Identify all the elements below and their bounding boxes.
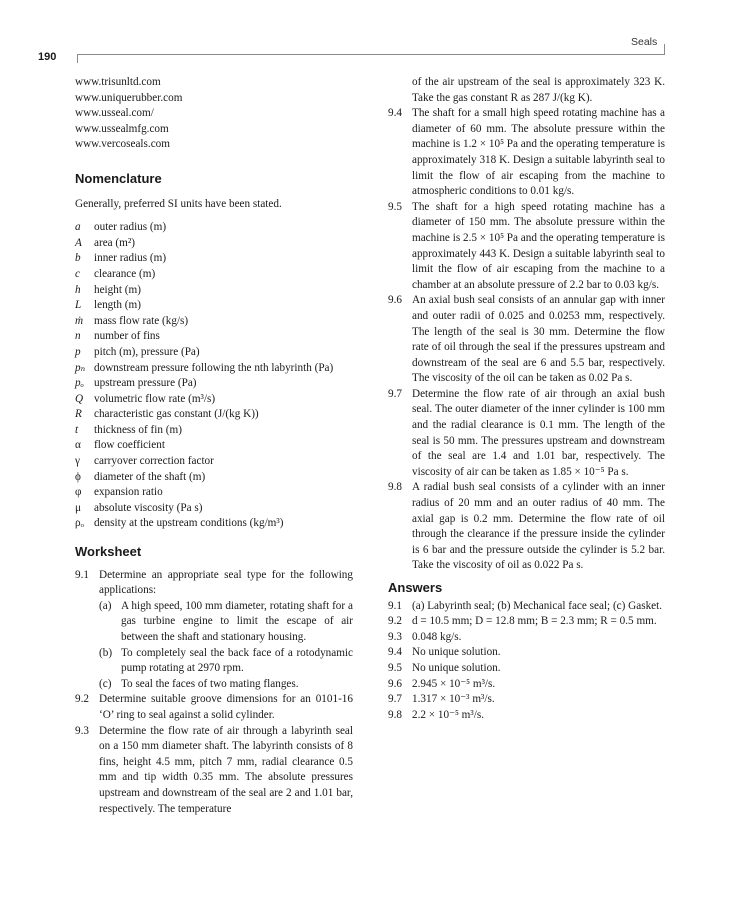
question-item [75,692,353,723]
nomenclature-symbol: h [75,283,81,296]
url-link[interactable]: www.usseal.com/ [75,107,154,120]
nomenclature-item [75,423,353,439]
nomenclature-desc: absolute viscosity (Pa s) [94,501,203,514]
nomenclature-desc: number of fins [94,330,160,343]
nomenclature-item [75,407,353,423]
page-number: 190 [38,51,57,63]
question-text: Determine suitable groove dimensions for an 0101-16 ‘O’ ring to seal against a solid cylinder. [99,693,353,721]
nomenclature-desc: height (m) [94,283,141,296]
nomenclature-desc: mass flow rate (kg/s) [94,314,189,327]
sub-question [99,677,353,693]
url-link[interactable]: www.uniquerubber.com [75,91,183,104]
answer-number: 9.2 [388,615,402,628]
nomenclature-symbol: φ [75,486,82,499]
answer-item [388,645,665,661]
answers-heading: Answers [388,580,443,595]
nomenclature-symbol: α [75,439,81,452]
nomenclature-symbol: p [75,345,81,358]
nomenclature-intro: Generally, preferred SI units have been stated. [75,197,282,210]
question-item [75,724,353,818]
answer-text: No unique solution. [412,646,501,659]
nomenclature-desc: carryover correction factor [94,455,214,468]
url-link[interactable]: www.vercoseals.com [75,138,170,151]
nomenclature-desc: expansion ratio [94,486,163,499]
nomenclature-item [75,329,353,345]
nomenclature-symbol: pₒ [75,377,84,390]
question-continuation: of the air upstream of the seal is approximately 323 K. Take the gas constant R as 287 J/(kg K). [412,76,665,104]
nomenclature-symbol: Q [75,392,84,405]
answer-text: 2.945 × 10⁻⁵ m³/s. [412,677,496,690]
sub-question-label: (a) [99,599,112,612]
nomenclature-desc: outer radius (m) [94,221,167,234]
nomenclature-desc: downstream pressure following the nth labyrinth (Pa) [94,361,334,374]
question-text: Determine the flow rate of air through a labyrinth seal on a 150 mm diameter shaft. The labyrinth consists of 8 fins, height 4.5 mm, pitch 7 mm, radial clearance 0.5 mm and tip width 0.35 mm. The absolute pressures upstream and downstream of the seal are 2 and 1.01 bar, respectively. The temperature [99,724,353,815]
nomenclature-item [75,267,353,283]
answer-text: 1.317 × 10⁻³ m³/s. [412,693,495,706]
nomenclature-item [75,345,353,361]
url-link[interactable]: www.trisunltd.com [75,76,161,88]
question-item [388,387,665,481]
nomenclature-symbol: R [75,408,82,421]
nomenclature-desc: area (m²) [94,236,135,249]
question-text: Determine the flow rate of air through an axial bush seal. The outer diameter of the inner cylinder is 100 mm and the radial clearance is 0.1 mm. The length of the seal is 50 mm. The pressures upstream and downstream of the seal are 1.4 and 1.01 bar, respectively. The viscosity of air can be taken as 1.85 × 10⁻⁵ Pa s. [412,387,665,478]
answer-text: d = 10.5 mm; D = 12.8 mm; B = 2.3 mm; R = 0.5 mm. [412,615,657,628]
nomenclature-item [75,392,353,408]
question-number: 9.3 [75,724,89,737]
question-text: An axial bush seal consists of an annular gap with inner and outer radii of 0.025 and 0.0253 mm, respectively. The length of the seal is 30 mm. Determine the flow rate of oil through the seal if the pressures upstream and downstream of the seal are 6 and 5.5 bar, respectively. The viscosity of the oil can be taken as 0.02 Pa s. [412,294,665,385]
nomenclature-symbol: ϕ [75,470,81,483]
worksheet-heading: Worksheet [75,544,142,560]
nomenclature-item [75,501,353,517]
nomenclature-desc: volumetric flow rate (m³/s) [94,392,216,405]
header-tick-right [664,44,665,55]
nomenclature-item [75,454,353,470]
nomenclature-heading: Nomenclature [75,170,162,186]
nomenclature-symbol: L [75,299,82,312]
url-list [75,75,353,153]
answer-item [388,599,665,615]
sub-question [99,646,353,677]
answer-item [388,630,665,646]
question-item [388,200,665,294]
nomenclature-item [75,376,353,392]
answer-text: No unique solution. [412,661,501,674]
answer-text: 0.048 kg/s. [412,630,462,643]
answer-number: 9.6 [388,677,402,690]
nomenclature-item [75,220,353,236]
answer-item [388,614,665,630]
nomenclature-desc: thickness of fin (m) [94,423,182,436]
nomenclature-list [75,220,353,532]
nomenclature-symbol: n [75,330,81,343]
nomenclature-item [75,283,353,299]
question-number: 9.8 [388,481,402,494]
answer-item [388,661,665,677]
running-head: Seals [631,36,658,48]
nomenclature-symbol: b [75,252,81,265]
question-item [388,293,665,387]
nomenclature-desc: length (m) [94,299,141,312]
answers-list [388,599,665,724]
answer-item [388,708,665,724]
answer-text: 2.2 × 10⁻⁵ m³/s. [412,708,484,721]
answer-item [388,692,665,708]
sub-question [99,599,353,646]
sub-question-label: (c) [99,677,112,690]
nomenclature-item [75,438,353,454]
nomenclature-desc: clearance (m) [94,267,156,280]
answer-text: (a) Labyrinth seal; (b) Mechanical face seal; (c) Gasket. [412,599,663,612]
nomenclature-symbol: ṁ [75,314,84,327]
answer-item [388,677,665,693]
question-item [75,568,353,693]
right-column [388,75,665,723]
sub-question-text: To seal the faces of two mating flanges. [121,677,299,690]
question-number: 9.4 [388,107,402,120]
question-item [388,106,665,200]
nomenclature-symbol: pₙ [75,361,86,374]
nomenclature-desc: flow coefficient [94,439,165,452]
question-number: 9.5 [388,200,402,213]
nomenclature-symbol: ρₒ [75,517,84,530]
left-column [75,75,353,817]
nomenclature-item [75,314,353,330]
question-item [388,480,665,574]
nomenclature-item [75,236,353,252]
question-text: The shaft for a small high speed rotating machine has a diameter of 60 mm. The absolute pressure within the machine is 1.2 × 10⁵ Pa and the operating temperature is approximately 318 K. Design a suitable labyrinth seal to limit the flow of air escaping from the machine to atmospheric conditions to 0.01 kg/s. [412,107,665,198]
sub-question-text: A high speed, 100 mm diameter, rotating shaft for a gas turbine engine to limit the escape of air between the shaft and stationary housing. [121,599,353,643]
worksheet-questions-continued [388,106,665,574]
answer-number: 9.1 [388,599,402,612]
answer-number: 9.5 [388,661,402,674]
nomenclature-symbol: c [75,267,80,280]
question-text: The shaft for a high speed rotating machine has a diameter of 150 mm. The absolute pressure within the machine is 2.5 × 10⁵ Pa and the operating temperature is approximately 443 K. Design a suitable labyrinth seal to limit the flow of air escaping from the machine to a chamber at an absolute pressure of 2.2 bar to 0.03 kg/s. [412,200,665,291]
nomenclature-item [75,361,353,377]
nomenclature-desc: upstream pressure (Pa) [94,377,197,390]
nomenclature-symbol: a [75,221,81,234]
question-number: 9.1 [75,568,89,581]
url-link[interactable]: www.ussealmfg.com [75,122,169,135]
answer-number: 9.3 [388,630,402,643]
nomenclature-item [75,485,353,501]
nomenclature-item [75,470,353,486]
nomenclature-desc: pitch (m), pressure (Pa) [94,345,200,358]
nomenclature-item [75,251,353,267]
nomenclature-desc: diameter of the shaft (m) [94,470,206,483]
answer-number: 9.7 [388,693,402,706]
question-number: 9.7 [388,387,402,400]
question-number: 9.6 [388,294,402,307]
nomenclature-symbol: μ [75,501,81,514]
question-text: Determine an appropriate seal type for the following applications: [99,568,353,597]
answer-number: 9.8 [388,708,402,721]
nomenclature-item [75,516,353,532]
question-text: A radial bush seal consists of a cylinder with an inner radius of 20 mm and an outer radius of 40 mm. The axial gap is 0.2 mm. Determine the flow rate of oil through the clearance if the pressure inside the cylinder is 6 bar and the pressure outside the cylinder is 5.2 bar. Take the viscosity of oil as 0.022 Pa s. [412,481,665,572]
answer-number: 9.4 [388,646,402,659]
nomenclature-desc: inner radius (m) [94,252,167,265]
worksheet-questions [75,568,353,818]
nomenclature-item [75,298,353,314]
nomenclature-symbol: γ [75,455,80,468]
nomenclature-desc: density at the upstream conditions (kg/m³) [94,517,284,530]
header-tick-left [77,54,78,63]
header-rule [77,54,665,55]
sub-question-text: To completely seal the back face of a rotodynamic pump rotating at 2970 rpm. [121,646,353,675]
nomenclature-symbol: t [75,423,79,436]
question-number: 9.2 [75,693,89,706]
nomenclature-symbol: A [75,236,82,249]
nomenclature-desc: characteristic gas constant (J/(kg K)) [94,408,259,421]
sub-question-label: (b) [99,646,113,659]
